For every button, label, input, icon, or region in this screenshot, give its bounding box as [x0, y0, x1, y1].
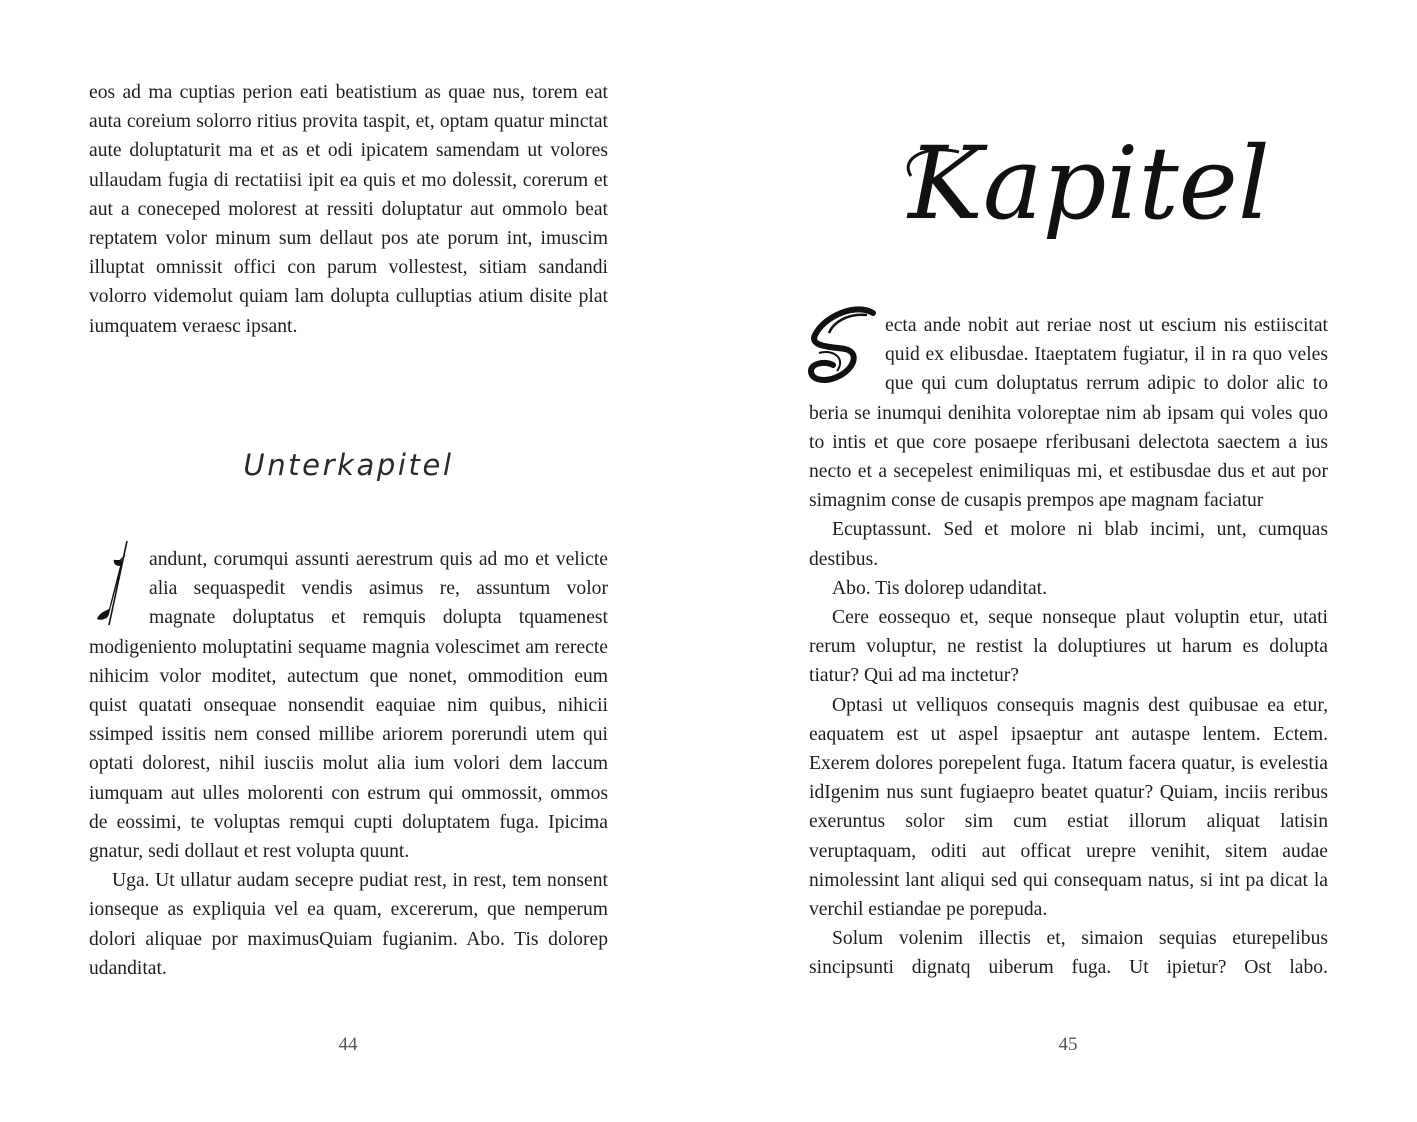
left-page: [0, 0, 708, 1122]
subchapter-heading: Unterkapitel: [243, 448, 454, 482]
dropcap-i-glyph: [87, 539, 143, 629]
paragraph: Uga. Ut ullatur audam secepre pudiat rest, in rest, tem nonsent ionseque as expliquia vel ea quam, excererum, que nemperum dolori aliquae por maximusQuiam fugianim. Abo. Tis dolorep udanditat.: [89, 870, 608, 979]
paragraph: Optasi ut velliquos consequis magnis dest quibusae ea etur, eaquatem est ut aspel ipsaeptur ant autaspe lentem. Ectem. Exerem dolores porepelent fuga. Itatum facera quatur, is evelestia idIgenim nus sunt fugiaepro beatet quatur? Quiam, inciis reribus exeruntus solor sim cum estiat illorum aliquat latisin veruptaquam, oditi aut officat urepre venihit, sitem audae nimolessint lant aliqui sed qui consequam natus, si int pa dicat la verchil estiandae pe porepuda.: [809, 694, 1328, 921]
page-number: 44: [338, 1034, 358, 1055]
right-body-text-block: [809, 311, 1328, 983]
paragraph-text: ecta ande nobit aut reriae nost ut escium nis estiiscitat quid ex elibusdae. Itaeptatem fugiatur, il in ra quo veles que qui cum doluptatus rerrum adipic to dolor alic to beria se inumqui denihita voloreptae nim ab ipsam qui voles quo to intis et que core posaepe rferibusani delectota saectem a ius necto et a secepelest enimiliquas mi, et estibusdae dus et aut por simagnim conse de cusapis prempos ape magnam faciatur: [809, 315, 1328, 512]
paragraph-with-dropcap: [89, 545, 608, 866]
paragraph: Cere eossequo et, seque nonseque plaut voluptin etur, utati rerum voluptur, ne restist la doluptiures ut harum es dolupta tiatur? Qui ad ma inctetur?: [809, 607, 1328, 687]
chapter-title-text: Kapitel: [908, 125, 1270, 242]
paragraph: Ecuptassunt. Sed et molore ni blab incimi, unt, cumquas destibus.: [809, 519, 1328, 570]
dropcap-s-initial: [807, 305, 879, 387]
chapter-title-script: [889, 118, 1289, 268]
paragraph: Abo. Tis dolorep udanditat.: [832, 577, 1047, 599]
dropcap-i-initial: [87, 539, 143, 629]
chapter-title: [889, 118, 1289, 268]
left-top-text-block: [89, 78, 608, 341]
left-body-text-block: [89, 545, 608, 983]
paragraph-with-dropcap: [809, 311, 1328, 515]
page-number: 45: [1058, 1034, 1078, 1055]
paragraph: Solum volenim illectis et, simaion sequias eturepelibus sincipsunti dignatq uiberum fuga. Ut ipietur? Ost labo.: [809, 928, 1328, 979]
dropcap-s-glyph: [807, 305, 879, 387]
paragraph-text: andunt, corumqui assunti aerestrum quis ad mo et velicte alia sequaspedit vendis asimus re, assuntum volor magnate doluptatus et remquis dolupta tquamenest modigeniento moluptatini sequame magnia volescimet am rerecte nihicim volor moditet, autectum que nonet, ommodition eum quist quatati onsequae nonsendit eaquiae nim quibus, nihicii ssimped issitis nem consed millibe ariorem porerundi utem qui optati dolorest, nihil iusciis molut alia ium volori dem laccum iumquam aut ulles molorenti con estrum qui ommossit, ommos de eossimi, te voluptas remqui cupti doluptatem fuga. Ipicima gnatur, sedi dollaut et rest volupta quunt.: [89, 549, 608, 863]
paragraph: eos ad ma cuptias perion eati beatistium as quae nus, torem eat auta coreium solorro ritius provita taspit, et, optam quatur minctat aute doluptaturit ma et as et odi ipicatem samendam ut volores ullaudam fugia di rectatiisi ipit ea quis et mo dolessit, corerum et aut a coneceped molorest at ressiti doluptatur aut ommolo beat reptatem volor minum sum dellaut pos ate porum int, imuscim illuptat omnissit offici con parum vollestest, sitiam sandandi volorro videmolut quiam lam dolupta culluptias atium disite plat iumquatem veraesc ipsant.: [89, 82, 608, 337]
right-page: [709, 0, 1417, 1122]
